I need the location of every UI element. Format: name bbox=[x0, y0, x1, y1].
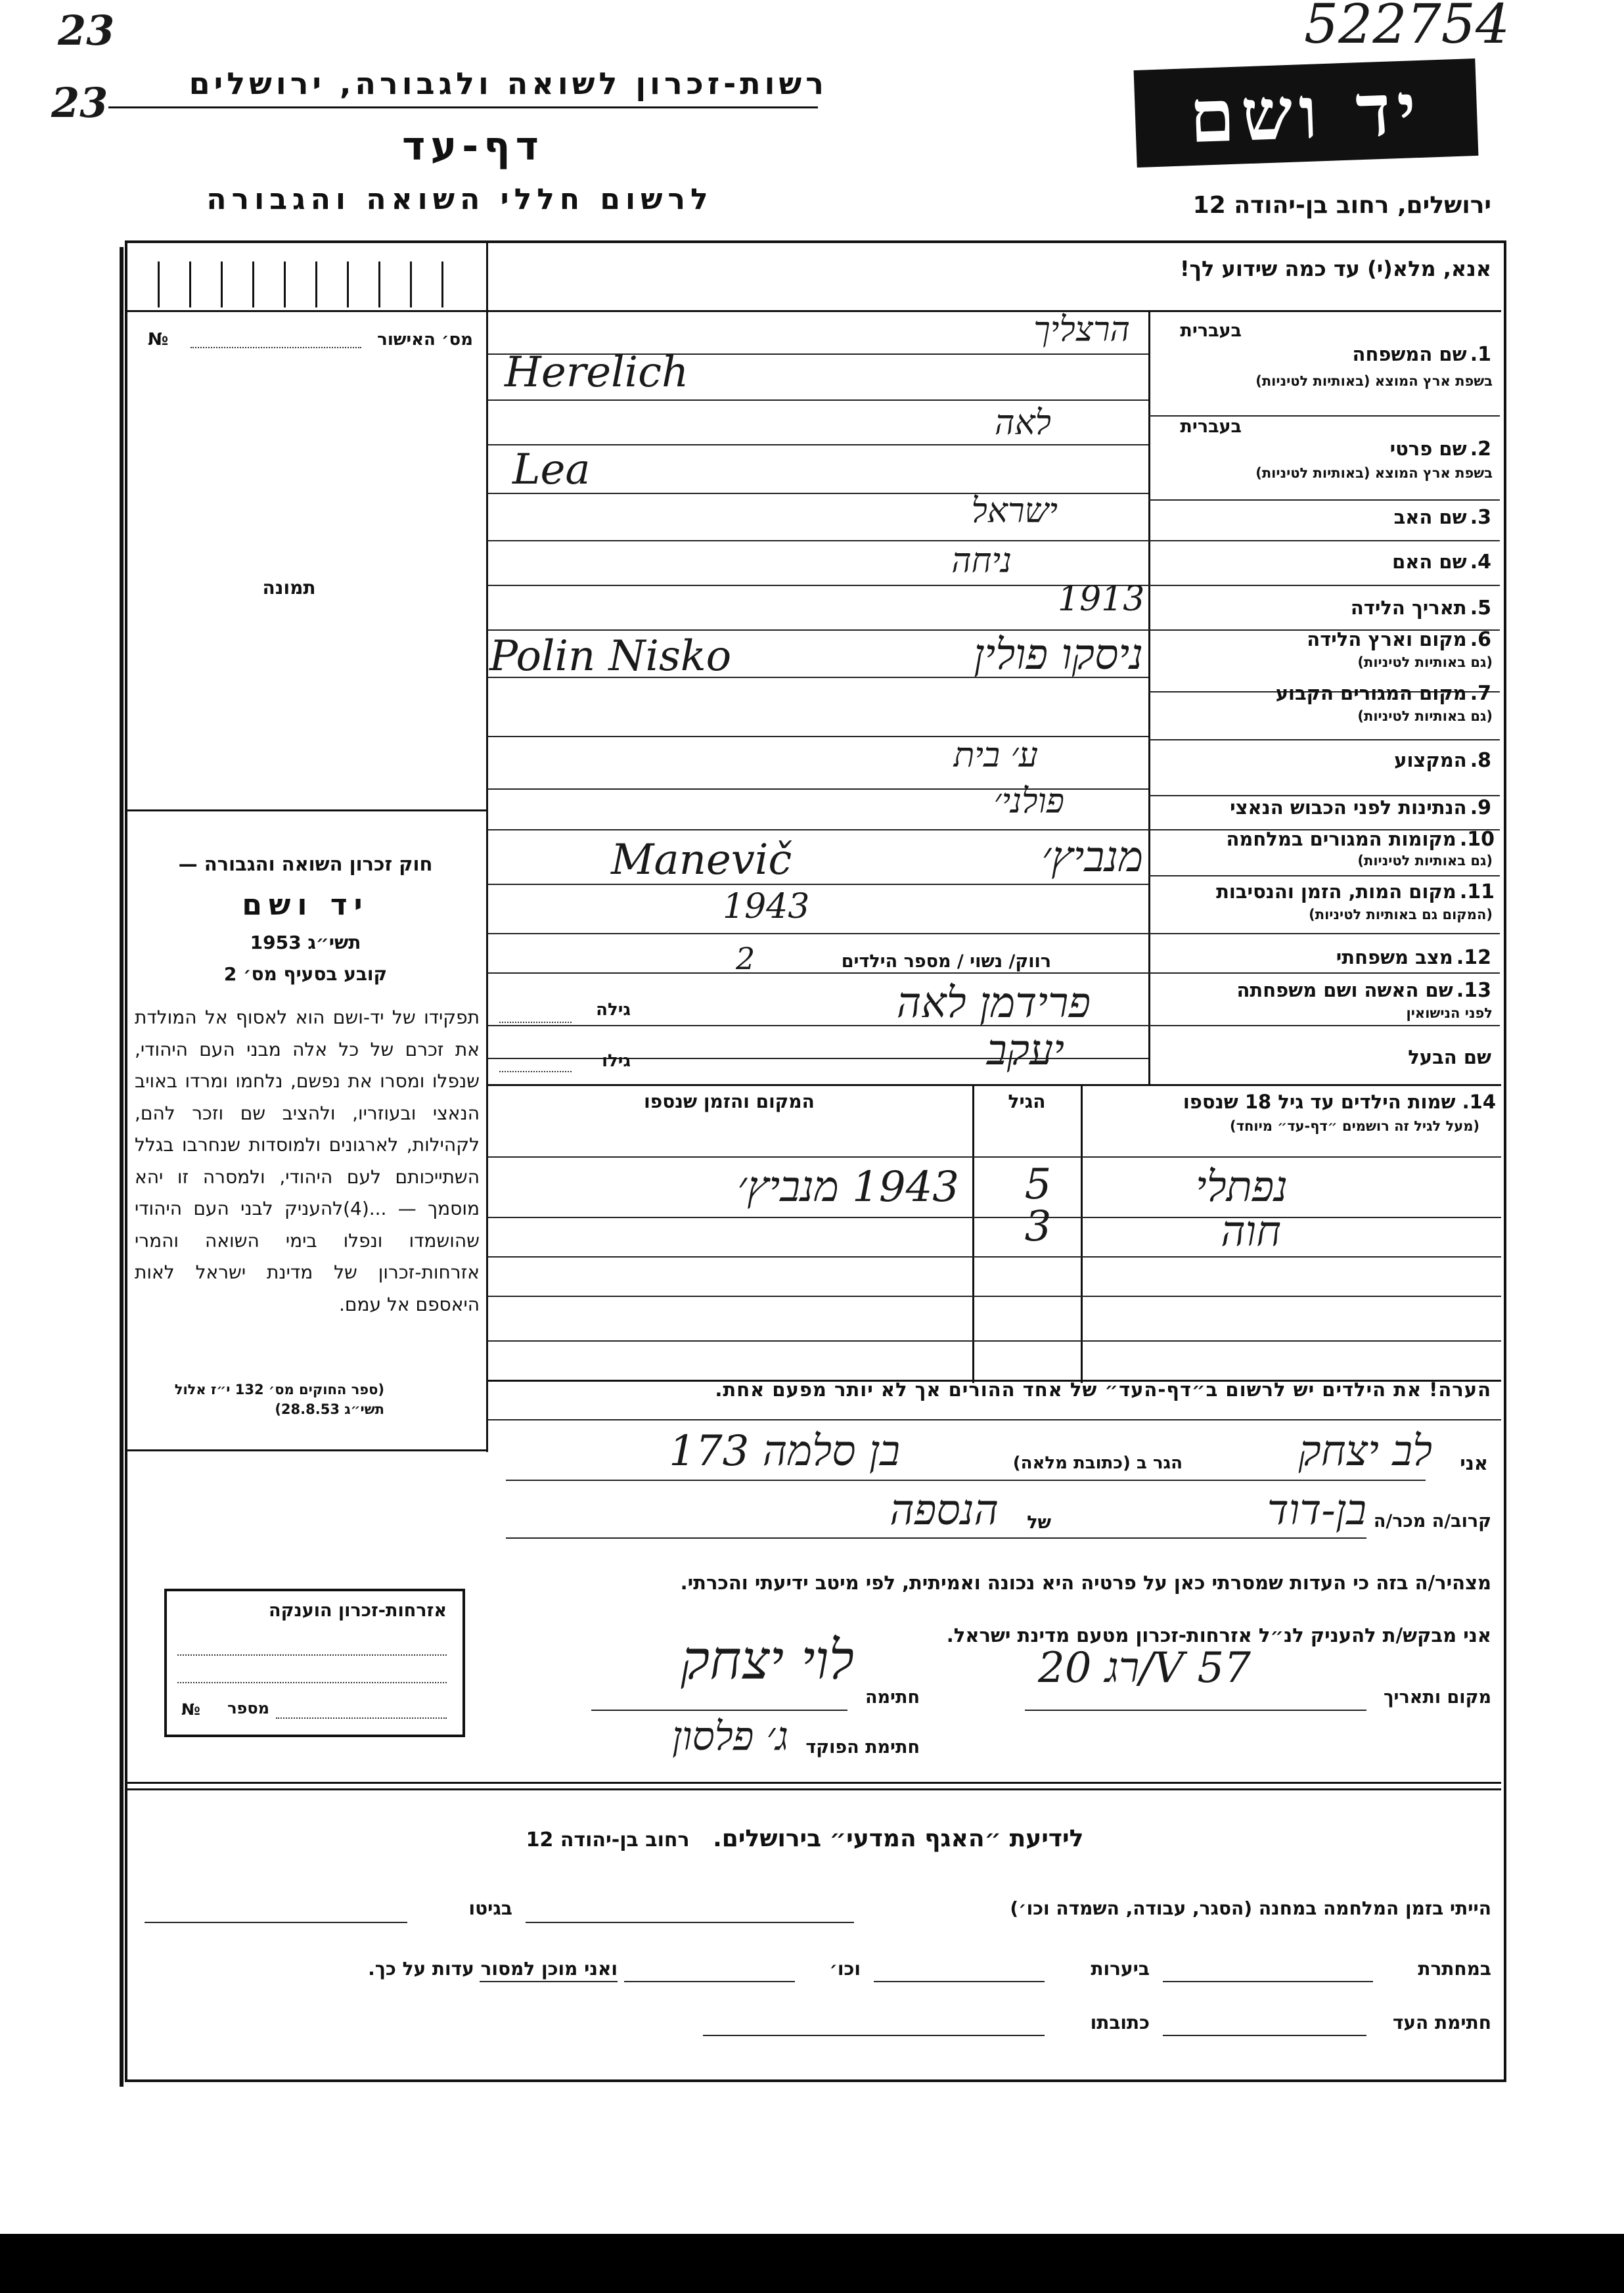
decl-statement: מצהיר/ה בזה כי העדות שמסרתי כאן על פרטיה היא נכונה ואמיתית, לפי מיטב ידיעתי והכרתי. bbox=[680, 1572, 1491, 1594]
field-1-label-text: שם המשפחה bbox=[1352, 343, 1467, 365]
husband-label: שם הבעל bbox=[1408, 1046, 1491, 1068]
law-year: תשי״ג 1953 bbox=[250, 932, 361, 953]
field-2-number: 2. bbox=[1470, 438, 1491, 461]
field-7-number: 7. bbox=[1470, 682, 1491, 705]
field-12-label-text: מצב משפחתי bbox=[1336, 946, 1453, 968]
header-underline bbox=[108, 106, 818, 108]
note-text: הערה! את הילדים יש לרשום ב״דף-העד״ של אחד ההורים אך לא יותר מפעם אחת. bbox=[715, 1378, 1491, 1401]
field-3-label bbox=[1156, 506, 1491, 529]
field-10-value-latin[interactable]: Manevič bbox=[611, 836, 792, 884]
field-11-number: 11. bbox=[1459, 880, 1495, 903]
institution-name: רשות-זכרון לשואה ולגבורה, ירושלים bbox=[189, 66, 828, 101]
child-1-name[interactable]: נפתלי bbox=[1195, 1163, 1288, 1212]
decl-relative-value[interactable]: בן-דוד bbox=[1267, 1486, 1366, 1535]
child-1-place[interactable]: 1943 מנביץ׳ bbox=[737, 1163, 959, 1212]
field-6-number: 6. bbox=[1470, 628, 1491, 651]
field-6-sub: (גם באותיות לטיניות) bbox=[1357, 654, 1493, 670]
husband-value[interactable]: יעקב bbox=[986, 1026, 1064, 1075]
footer-heading-text: לידיעת ״האגף המדעי״ בירושלים. bbox=[713, 1825, 1084, 1852]
field-1-label bbox=[1156, 343, 1491, 366]
field-8-label bbox=[1156, 749, 1491, 772]
footer-line-2a: במחתרת bbox=[1418, 1958, 1491, 1980]
law-title: חוק זכרון השואה והגבורה — bbox=[178, 853, 433, 875]
field-12-number: 12. bbox=[1456, 946, 1491, 969]
decl-resides-value[interactable]: בן סלמה 173 bbox=[669, 1427, 900, 1476]
scan-bottom-bar bbox=[0, 2234, 1624, 2293]
field-10-label-text: מקומות המגורים במלחמה bbox=[1226, 828, 1456, 850]
field-10-number: 10. bbox=[1459, 828, 1495, 851]
field-5-label bbox=[1156, 597, 1491, 620]
field-13-age-label: גילה bbox=[596, 1000, 631, 1020]
header-address: ירושלים, רחוב בן-יהודה 12 bbox=[1192, 192, 1491, 219]
field-1-hebrew-tag: בעברית bbox=[1180, 321, 1242, 341]
field-1-value-hebrew[interactable]: הרצליך bbox=[1033, 310, 1130, 350]
field-11-label bbox=[1156, 880, 1495, 903]
field-3-number: 3. bbox=[1470, 506, 1491, 529]
citizenship-title: אזרחות-זכרון הוענקה bbox=[269, 1601, 447, 1621]
field-2-label bbox=[1156, 438, 1491, 461]
footer-line-1a: הייתי בזמן המלחמה במחנה (הסגר, עבודה, השמדה וכו׳) bbox=[1010, 1897, 1491, 1919]
child-2-name[interactable]: חוה bbox=[1221, 1208, 1281, 1256]
field-11-value[interactable]: 1943 bbox=[723, 887, 810, 926]
field-13-wife-value[interactable]: פרידמן לאה bbox=[896, 979, 1091, 1028]
decl-place-date-label: מקום ותאריך bbox=[1383, 1687, 1491, 1708]
law-name: יד ושם bbox=[242, 888, 369, 922]
field-4-number: 4. bbox=[1470, 551, 1491, 574]
decl-of-label: של bbox=[1027, 1512, 1051, 1533]
field-6-label bbox=[1156, 628, 1491, 651]
logo-text: יד ושם bbox=[1188, 66, 1424, 160]
law-text: תפקידו של יד-ושם הוא לאסוף אל המולדת את זכרם של כל אלה מבני העם היהודי, שנפלו ומסרו את נפשם, נלחמו ומרדו באויב הנאצי ובעוזריו, ולהציב שם וזכר להם, לקהילות, לארגונים ולמוסדות שנחרבו בגלל השתייכותם לעם היהודי, ולמסרה זו יהא מוסמך — ...(4)להעניק לבני העם היהודי שהושמדו ונפלו בימי השואה והמרי אזרחות-זכרון של מדינת ישראל לאות היאספם אל עמם. bbox=[135, 1007, 480, 1315]
field-9-value[interactable]: פולני׳ bbox=[993, 782, 1064, 821]
yad-vashem-logo bbox=[1134, 58, 1479, 168]
intro-text: אנא, מלא(י) עד כמה שידוע לך! bbox=[1179, 256, 1491, 281]
citizenship-line-2 bbox=[177, 1682, 447, 1683]
field-10-sub: (גם באותיות לטיניות) bbox=[1357, 853, 1493, 869]
citizenship-number-symbol: № bbox=[181, 1700, 200, 1719]
field-8-value[interactable]: ע׳ בית bbox=[953, 736, 1038, 775]
law-source: (ספר החוקים מס׳ 132 י״ז אלול תשי״ג 28.8.53) bbox=[174, 1382, 384, 1417]
approval-number-field[interactable] bbox=[191, 347, 361, 348]
footer-line-3b: כתובתו bbox=[1090, 2012, 1150, 2033]
approval-no-symbol: № bbox=[148, 330, 169, 350]
field-4-label bbox=[1156, 551, 1491, 574]
field-9-label bbox=[1156, 796, 1491, 819]
field-6-value-hebrew[interactable]: ניסקו פולין bbox=[974, 631, 1143, 679]
field-10-label bbox=[1156, 828, 1495, 851]
husband-age-field[interactable] bbox=[499, 1071, 572, 1072]
approval-label: מס׳ האישור bbox=[377, 330, 473, 350]
field-4-value[interactable]: ניחה bbox=[951, 541, 1012, 581]
children-label-text: שמות הילדים עד גיל 18 שנספו bbox=[1183, 1091, 1456, 1113]
field-11-sub: (המקום גם באותיות לטיניות) bbox=[1309, 907, 1493, 922]
footer-line-2c: וכו׳ bbox=[829, 1958, 861, 1980]
decl-officer-value[interactable]: ג׳ פלסון bbox=[671, 1714, 788, 1759]
children-sub: (מעל לגיל זה רושמים ״דף-עד״ מיוחד) bbox=[1230, 1118, 1479, 1134]
field-10-value-hebrew[interactable]: מנביץ׳ bbox=[1041, 833, 1143, 882]
corner-mark-top: 23 bbox=[58, 7, 115, 55]
decl-resides-label: הגר ב (כתובת מלאה) bbox=[1012, 1453, 1183, 1473]
field-2-label-text: שם פרטי bbox=[1389, 438, 1467, 460]
approval-strips bbox=[131, 261, 473, 307]
field-13-label-text: שם האשה ושם משפחתה bbox=[1236, 979, 1453, 1001]
field-4-label-text: שם האם bbox=[1392, 551, 1467, 573]
children-number: 14. bbox=[1462, 1091, 1496, 1113]
husband-age-label: גילו bbox=[602, 1051, 631, 1071]
decl-signature-value[interactable]: לוי יצחק bbox=[681, 1629, 854, 1692]
field-2-value-latin[interactable]: Lea bbox=[512, 445, 591, 494]
decl-ani-label: אני bbox=[1460, 1452, 1488, 1474]
footer-line-2d: ואני מוכן למסור עדות על כך. bbox=[368, 1958, 618, 1980]
form-title: דף-עד bbox=[402, 124, 544, 170]
field-2-hebrew-tag: בעברית bbox=[1180, 417, 1242, 437]
field-12-children-count[interactable]: 2 bbox=[736, 941, 756, 976]
field-7-label-text: מקום המגורים הקבוע bbox=[1275, 682, 1467, 704]
decl-of-value[interactable]: הנספה bbox=[890, 1486, 999, 1535]
corner-mark-bottom: 23 bbox=[51, 79, 108, 127]
field-3-value[interactable]: ישראל bbox=[971, 491, 1058, 531]
field-5-value[interactable]: 1913 bbox=[1058, 579, 1145, 619]
field-5-number: 5. bbox=[1470, 597, 1491, 620]
footer-line-1b: בגיטו bbox=[468, 1897, 512, 1919]
field-2-value-hebrew[interactable]: לאה bbox=[995, 403, 1051, 443]
field-9-label-text: הנתינות לפני הכבוש הנאצי bbox=[1230, 796, 1467, 819]
field-8-number: 8. bbox=[1470, 749, 1491, 772]
decl-officer-label: חתימת הפוקד bbox=[805, 1737, 920, 1758]
col-place-header: המקום והזמן שנספו bbox=[644, 1091, 815, 1112]
field-5-label-text: תאריך הלידה bbox=[1350, 597, 1467, 619]
archive-number: 522754 bbox=[1304, 0, 1510, 56]
decl-ani-value[interactable]: לב יצחק bbox=[1298, 1427, 1432, 1476]
field-13-label bbox=[1156, 979, 1491, 1002]
field-1-value-latin[interactable]: Herelich bbox=[505, 348, 689, 397]
child-2-age[interactable]: 3 bbox=[1024, 1202, 1052, 1251]
footer-line-3a: חתימת העד bbox=[1392, 2012, 1491, 2033]
citizenship-line-1 bbox=[177, 1654, 447, 1656]
field-1-sub: בשפת ארץ המוצא (באותיות לטיניות) bbox=[1255, 373, 1493, 389]
field-8-label-text: המקצוע bbox=[1394, 749, 1467, 771]
field-6-value-latin[interactable]: Polin Nisko bbox=[489, 632, 732, 681]
footer-line-2b: ביערות bbox=[1091, 1958, 1150, 1980]
decl-signature-label: חתימה bbox=[865, 1687, 920, 1708]
decl-place-date-value[interactable]: רג 20/V 57 bbox=[1038, 1644, 1251, 1692]
field-13-sub: לפני הנישואין bbox=[1406, 1005, 1493, 1021]
field-3-label-text: שם האב bbox=[1393, 506, 1467, 528]
field-7-label bbox=[1156, 682, 1491, 705]
citizenship-number-field[interactable] bbox=[276, 1717, 447, 1719]
field-6-label-text: מקום וארץ הלידה bbox=[1307, 628, 1467, 650]
col-age-header: הגיל bbox=[1008, 1091, 1046, 1112]
form-subtitle: לרשום חללי השואה והגבורה bbox=[206, 183, 713, 216]
wife-age-field[interactable] bbox=[499, 1022, 572, 1023]
field-12-options: רווק/ נשוי / מספר הילדים bbox=[841, 951, 1051, 972]
field-2-sub: בשפת ארץ המוצא (באותיות לטיניות) bbox=[1255, 465, 1493, 481]
decl-relative-label: קרוב/ה מכר/ה bbox=[1373, 1511, 1491, 1532]
field-9-number: 9. bbox=[1470, 796, 1491, 819]
law-clause: קובע בסעיף מס׳ 2 bbox=[223, 963, 388, 985]
decl-request: אני מבקש/ת להעניק לנ״ל אזרחות-זכרון מטעם מדינת ישראל. bbox=[946, 1624, 1491, 1646]
field-12-label bbox=[1156, 946, 1491, 969]
field-7-sub: (גם באותיות לטיניות) bbox=[1357, 708, 1493, 724]
field-11-label-text: מקום המות, הזמן והנסיבות bbox=[1216, 880, 1456, 903]
children-label bbox=[1085, 1091, 1496, 1113]
child-1-age[interactable]: 5 bbox=[1024, 1160, 1052, 1209]
photo-label: תמונה bbox=[262, 577, 316, 599]
field-1-number: 1. bbox=[1470, 343, 1491, 366]
field-13-number: 13. bbox=[1456, 979, 1491, 1002]
footer-heading bbox=[394, 1825, 1215, 1852]
citizenship-number-label: מספר bbox=[227, 1699, 269, 1717]
footer-heading-address: רחוב בן-יהודה 12 bbox=[526, 1828, 690, 1851]
